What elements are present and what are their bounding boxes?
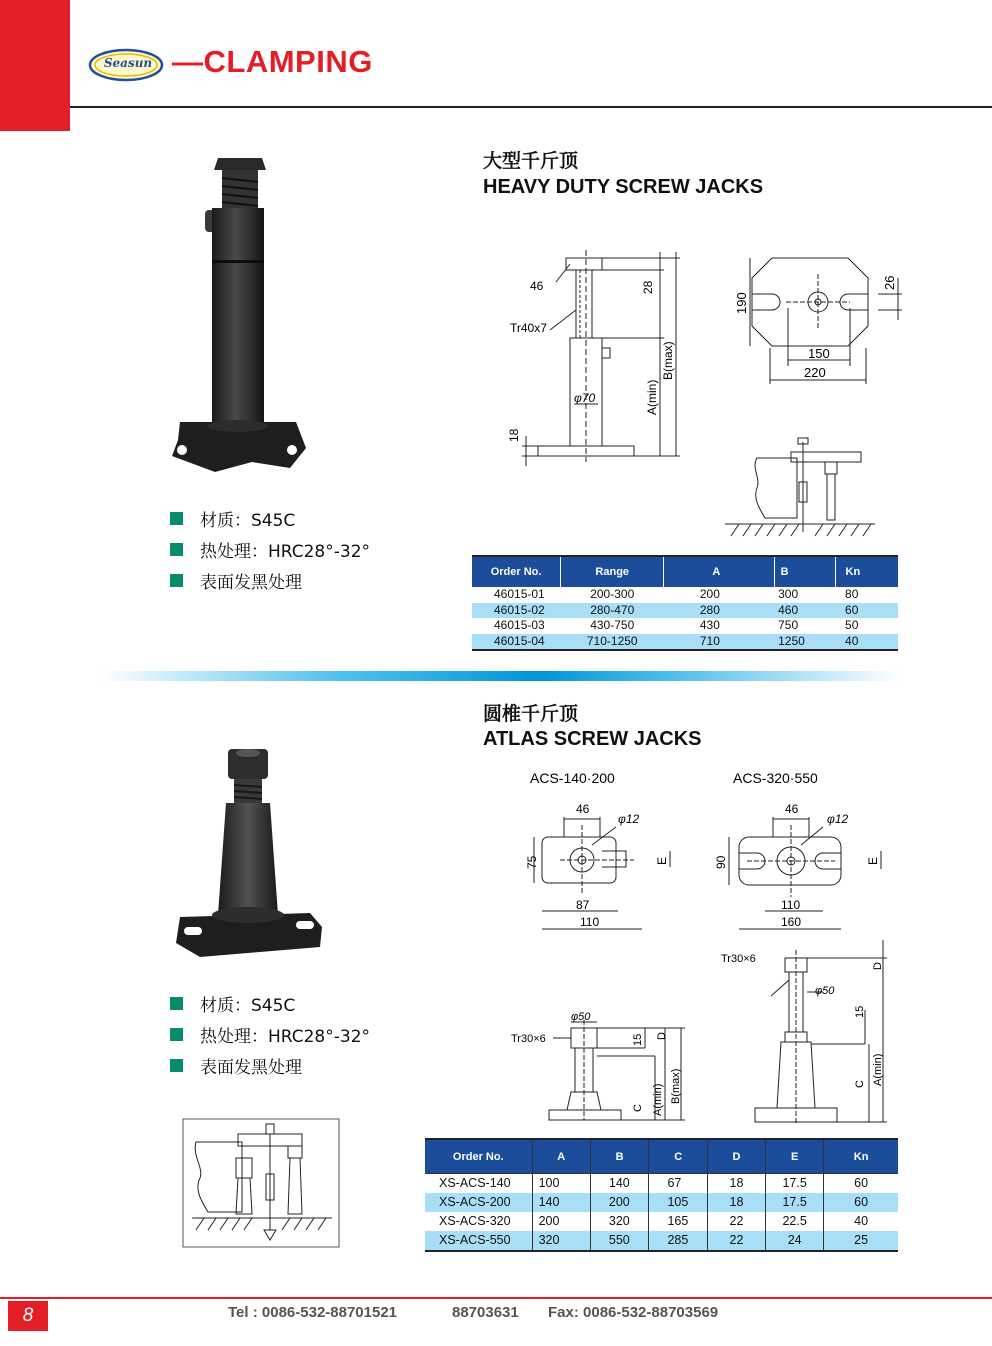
table-header-cell: Kn (835, 556, 898, 587)
footer-tel: Tel : 0086-532-88701521 (228, 1304, 398, 1321)
svg-text:φ50: φ50 (571, 1011, 591, 1023)
table-row: 46015-03 430-750 430 750 50 (494, 618, 859, 633)
svg-text:46: 46 (785, 802, 799, 816)
svg-text:75: 75 (525, 855, 539, 869)
section2-title-en: ATLAS SCREW JACKS (483, 728, 702, 750)
table-row: XS-ACS-320 200 320 165 22 22.5 40 (425, 1212, 898, 1231)
table-header-cell: Range (561, 556, 664, 587)
atlas-usage-drawing (182, 1118, 340, 1248)
table-header-cell: Kn (824, 1139, 898, 1174)
svg-text:Tr30×6: Tr30×6 (721, 953, 756, 965)
atlas-large-side-drawing (715, 940, 895, 1130)
atlas-large-top-drawing (705, 765, 890, 935)
svg-text:A(min): A(min) (645, 379, 659, 415)
svg-text:46: 46 (576, 802, 590, 816)
svg-text:E: E (866, 856, 880, 865)
spec-item: 材质：S45C (170, 503, 370, 534)
spec-item: 材质：S45C (170, 988, 370, 1019)
section-divider (100, 671, 900, 681)
brand-title: —CLAMPING (172, 44, 373, 79)
bullet-square-icon (170, 574, 183, 587)
svg-text:26: 26 (882, 275, 897, 290)
section2-title-cn: 圆椎千斤顶 (483, 703, 579, 725)
svg-text:28: 28 (641, 280, 655, 294)
svg-text:B(max): B(max) (670, 1068, 682, 1104)
svg-text:D: D (656, 1032, 668, 1040)
svg-text:A(min): A(min) (652, 1083, 664, 1116)
section1-title-en: HEAVY DUTY SCREW JACKS (483, 176, 764, 198)
table-header-cell: A (664, 556, 774, 587)
atlas-table (425, 1138, 898, 1252)
heavy-duty-side-drawing (500, 240, 690, 470)
footer-tel2: 88703631 (452, 1304, 519, 1321)
section1-spec-list (170, 503, 370, 596)
bullet-square-icon (170, 1028, 183, 1041)
table-header-cell: B (590, 1139, 649, 1174)
bullet-square-icon (170, 1059, 183, 1072)
bullet-square-icon (170, 512, 183, 525)
svg-text:15: 15 (632, 1033, 644, 1046)
atlas-small-side-drawing (505, 1008, 700, 1128)
svg-text:46: 46 (530, 279, 544, 293)
svg-text:90: 90 (714, 855, 728, 869)
section1-title-cn: 大型千斤顶 (483, 150, 579, 172)
svg-text:φ50: φ50 (815, 985, 835, 997)
svg-text:φ70: φ70 (574, 391, 596, 405)
svg-text:15: 15 (854, 1005, 866, 1018)
heavy-duty-top-drawing (728, 248, 908, 388)
svg-text:φ12: φ12 (618, 812, 640, 826)
svg-text:87: 87 (576, 898, 590, 912)
svg-text:Tr40x7: Tr40x7 (510, 321, 547, 335)
section2-spec-list (170, 988, 370, 1081)
svg-text:Tr30×6: Tr30×6 (511, 1033, 546, 1045)
spec-item: 热处理：HRC28°-32° (170, 1019, 370, 1050)
svg-text:A(min): A(min) (872, 1053, 884, 1086)
svg-text:D: D (872, 962, 884, 970)
header-red-block (0, 0, 70, 131)
table-row: XS-ACS-200 140 200 105 18 17.5 60 (425, 1193, 898, 1212)
page-number: 8 (8, 1301, 48, 1331)
footer-fax: Fax: 0086-532-88703569 (548, 1304, 719, 1321)
table-row: 46015-02 280-470 280 460 60 (472, 603, 898, 619)
svg-text:220: 220 (804, 365, 826, 380)
svg-text:160: 160 (781, 915, 802, 929)
footer-rule (0, 1297, 992, 1299)
table-header-cell: C (649, 1139, 708, 1174)
table-row: XS-ACS-550 320 550 285 22 24 25 (425, 1231, 898, 1251)
svg-text:C: C (854, 1080, 866, 1088)
header-rule (70, 106, 992, 108)
svg-text:190: 190 (734, 292, 749, 314)
atlas-jack-photo (170, 745, 325, 965)
table-header-row (425, 1139, 898, 1174)
table-row: XS-ACS-140 100 140 67 18 17.5 60 (425, 1174, 898, 1194)
svg-text:ACS-140·200: ACS-140·200 (530, 770, 615, 786)
svg-text:φ12: φ12 (827, 812, 849, 826)
svg-text:150: 150 (808, 346, 830, 361)
bullet-square-icon (170, 997, 183, 1010)
logo-text: Seasun (103, 56, 153, 70)
table-header-cell: B (774, 556, 835, 587)
heavy-duty-jack-photo (160, 150, 310, 475)
svg-text:ACS-320·550: ACS-320·550 (733, 770, 818, 786)
svg-text:B(max): B(max) (661, 341, 675, 380)
spec-item: 表面发黑处理 (170, 565, 370, 596)
bullet-square-icon (170, 543, 183, 556)
table-header-row (472, 556, 898, 587)
table-header-cell: E (766, 1139, 824, 1174)
table-row: 46015-04 710-1250 710 1250 40 (472, 634, 898, 651)
spec-item: 热处理：HRC28°-32° (170, 534, 370, 565)
table-header-cell: Order No. (472, 556, 561, 587)
svg-text:110: 110 (580, 915, 600, 929)
table-header-cell: D (708, 1139, 766, 1174)
atlas-small-top-drawing (520, 765, 685, 935)
svg-text:18: 18 (507, 428, 521, 442)
svg-text:110: 110 (781, 898, 801, 912)
spec-item: 表面发黑处理 (170, 1050, 370, 1081)
heavy-duty-table (472, 555, 898, 651)
svg-text:E: E (655, 856, 669, 865)
svg-text:C: C (632, 1104, 644, 1112)
table-header-cell: A (532, 1139, 590, 1174)
table-row: 46015-01 200-300 200 300 80 (494, 587, 859, 602)
table-header-cell: Order No. (425, 1139, 532, 1174)
heavy-duty-usage-drawing (725, 432, 875, 538)
